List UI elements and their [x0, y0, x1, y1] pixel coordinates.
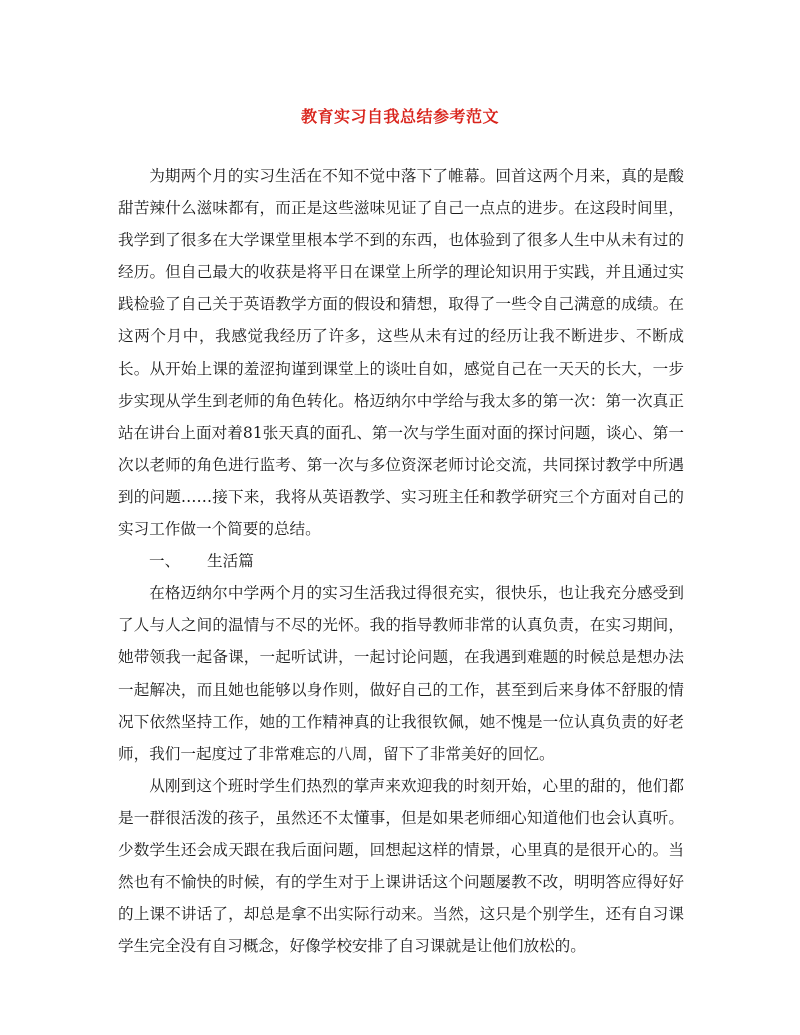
section-heading: [118, 545, 684, 577]
section-number: 一、: [149, 552, 181, 571]
document-body: [118, 160, 684, 962]
document-title: 教育实习自我总结参考范文: [300, 107, 499, 126]
section-title: 生活篇: [207, 552, 254, 571]
body-paragraph: 在格迈纳尔中学两个月的实习生活我过得很充实，很快乐，也让我充分感受到了人与人之间的温情与不尽的光怀。我的指导教师非常的认真负责，在实习期间，她带领我一起备课，一起听试讲，一起讨论问题，在我遇到难题的时候总是想办法一起解决，而且她也能够以身作则，做好自己的工作，甚至到后来身体不舒服的情况下依然坚持工作，她的工作精神真的让我很钦佩，她不愧是一位认真负责的好老师，我们一起度过了非常难忘的八周，留下了非常美好的回忆。: [118, 584, 684, 763]
intro-paragraph: 为期两个月的实习生活在不知不觉中落下了帷幕。回首这两个月来，真的是酸甜苦辣什么滋味都有，而正是这些滋味见证了自己一点点的进步。在这段时间里，我学到了很多在大学课堂里根本学不到的东西，也体验到了很多人生中从未有过的经历。但自己最大的收获是将平日在课堂上所学的理论知识用于实践，并且通过实践检验了自己关于英语教学方面的假设和猜想，取得了一些令自己满意的成绩。在这两个月中，我感觉我经历了许多，这些从未有过的经历让我不断进步、不断成长。从开始上课的羞涩拘谨到课堂上的谈吐自如，感觉自己在一天天的长大，一步步实现从学生到老师的角色转化。格迈纳尔中学给与我太多的第一次：第一次真正站在讲台上面对着81张天真的面孔、第一次与学生面对面的探讨问题，谈心、第一次以老师的角色进行监考、第一次与多位资深老师讨论交流，共同探讨教学中所遇到的问题……接下来，我将从英语教学、实习班主任和教学研究三个方面对自己的实习工作做一个简要的总结。: [118, 167, 684, 539]
body-paragraph: 从刚到这个班时学生们热烈的掌声来欢迎我的时刻开始，心里的甜的，他们都是一群很活泼的孩子，虽然还不太懂事，但是如果老师细心知道他们也会认真听。少数学生还会成天跟在我后面问题，回想起这样的情景，心里真的是很开心的。当然也有不愉快的时候，有的学生对于上课讲话这个问题屡教不改，明明答应得好好的上课不讲话了，却总是拿不出实际行动来。当然，这只是个别学生，还有自习课学生完全没有自习概念，好像学校安排了自习课就是让他们放松的。: [118, 776, 684, 956]
